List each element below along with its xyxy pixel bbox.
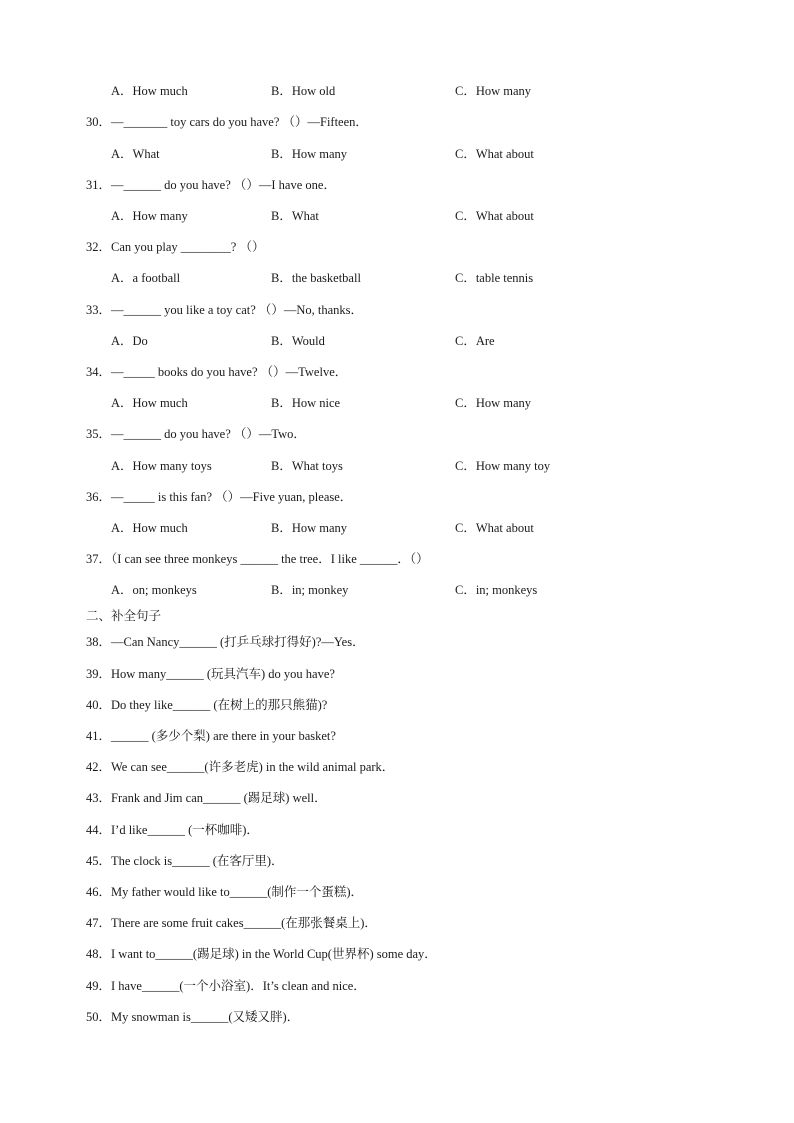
q37-text: 37．（I can see three monkeys ______ the tree．I like ______．（） — [86, 552, 429, 566]
q48-text: 48．I want to______(踢足球) in the World Cup(世界杯) some day． — [86, 947, 437, 961]
q33-option-c: C．Are — [455, 334, 495, 348]
q34-option-a: A．How much — [111, 396, 188, 410]
q45-text: 45．The clock is______ (在客厅里)． — [86, 854, 284, 868]
q29-option-c: C．How many — [455, 84, 532, 98]
q36-text: 36．—_____ is this fan? （）—Five yuan, please． — [86, 490, 353, 504]
q30-option-c: C．What about — [455, 147, 534, 161]
q37-option-c: C．in; monkeys — [455, 583, 538, 597]
q36-option-c: C．What about — [455, 521, 534, 535]
q32-option-c: C．table tennis — [455, 271, 534, 285]
q32-text: 32．Can you play ________? （） — [86, 240, 265, 254]
q30-option-b: B．How many — [271, 147, 348, 161]
q33-option-a: A．Do — [111, 334, 148, 348]
q37-option-b: B．in; monkey — [271, 583, 349, 597]
section-title: 二、补全句子 — [86, 608, 162, 623]
q39-text: 39．How many______ (玩具汽车) do you have? — [86, 667, 335, 681]
q42-text: 42．We can see______(许多老虎) in the wild animal park． — [86, 760, 395, 774]
q41-text: 41．______ (多少个梨) are there in your basket? — [86, 729, 336, 743]
q37-option-a: A．on; monkeys — [111, 583, 197, 597]
q47-text: 47．There are some fruit cakes______(在那张餐桌上)． — [86, 916, 377, 930]
q44-text: 44．I’d like______ (一杯咖啡)． — [86, 823, 259, 837]
q35-option-c: C．How many toy — [455, 459, 551, 473]
q38-text: 38．—Can Nancy______ (打乒乓球打得好)?—Yes． — [86, 635, 365, 649]
q40-text: 40．Do they like______ (在树上的那只熊猫)? — [86, 698, 328, 712]
q31-text: 31．—______ do you have? （）—I have one． — [86, 178, 336, 192]
q31-option-a: A．How many — [111, 209, 188, 223]
q30-option-a: A．What — [111, 147, 160, 161]
q46-text: 46．My father would like to______(制作一个蛋糕)． — [86, 885, 364, 899]
q31-option-c: C．What about — [455, 209, 534, 223]
q29-option-b: B．How old — [271, 84, 336, 98]
q36-option-b: B．How many — [271, 521, 348, 535]
q34-text: 34．—_____ books do you have? （）—Twelve． — [86, 365, 348, 379]
q49-text: 49．I have______(一个小浴室)．It’s clean and nice． — [86, 979, 366, 993]
q35-option-b: B．What toys — [271, 459, 343, 473]
q34-option-b: B．How nice — [271, 396, 341, 410]
q43-text: 43．Frank and Jim can______ (踢足球) well． — [86, 791, 327, 805]
q33-text: 33．—______ you like a toy cat? （）—No, thanks． — [86, 303, 364, 317]
q32-option-a: A．a football — [111, 271, 181, 285]
q36-option-a: A．How much — [111, 521, 188, 535]
q50-text: 50．My snowman is______(又矮又胖)． — [86, 1010, 300, 1024]
q33-option-b: B．Would — [271, 334, 325, 348]
q29-option-a: A．How much — [111, 84, 188, 98]
q32-option-b: B．the basketball — [271, 271, 361, 285]
q35-option-a: A．How many toys — [111, 459, 212, 473]
q35-text: 35．—______ do you have? （）—Two． — [86, 427, 306, 441]
q34-option-c: C．How many — [455, 396, 532, 410]
q30-text: 30．—_______ toy cars do you have? （）—Fifteen． — [86, 115, 368, 129]
q31-option-b: B．What — [271, 209, 319, 223]
